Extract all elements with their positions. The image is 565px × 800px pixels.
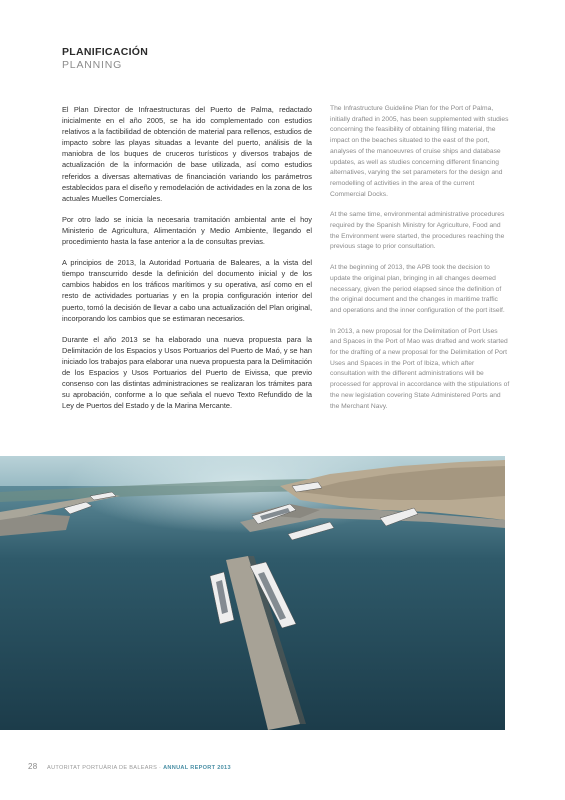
page-footer [28,762,231,771]
footer-organization: AUTORITAT PORTUÀRIA DE BALEARS [47,765,158,771]
page-number: 28 [28,762,38,771]
en-paragraph: The Infrastructure Guideline Plan for the Port of Palma, initially drafted in 2005, has been supplemented with studies concerning the feasibility of obtaining filling material, the impact on the beaches situated to the east of the port, analyses of the manoeuvres of cruise ships and database updates, as well as studies concerning different financing alternatives, varying the set parameters for the design and remodelling of activities in the area of the current Commercial Docks. [330,105,509,198]
es-paragraph: El Plan Director de Infraestructuras del Puerto de Palma, redactado inicialmente en el año 2005, se ha ido complementado con estudios relativos a la factibilidad de obtención de material para rellenos, estudios de impacto sobre las playas situadas a levante del puerto, análisis de la maniobra de los buques de cruceros turísticos y diversos trabajos de actualización de la información de base utilizada, así como estudios referidos a diversas alternativas de financiación variando los parámetros establecidos para el diseño y remodelación de actividades en la zona de los actuales Muelles Comerciales. [62,105,312,203]
section-title-en: PLANNING [62,59,123,71]
english-text-column [330,104,510,422]
footer-report-title: ANNUAL REPORT 2013 [163,765,231,771]
es-paragraph: A principios de 2013, la Autoridad Portuaria de Baleares, a la vista del tiempo transcurrido desde la definición del documento inicial y de los cambios habidos en los tráficos marítimos y su operativa, así como en el resto de actividades portuarias y en la propia configuración interior del puerto, tomó la decisión de llevar a cabo una actualización del Plan original, incorporando los cambios que se estimaran necesarios. [62,258,312,323]
es-paragraph: Por otro lado se inicia la necesaria tramitación ambiental ante el hoy Ministerio de Agricultura, Alimentación y Medio Ambiente, llegando el procedimiento hasta la fase anterior a la de consultas previas. [62,214,312,247]
spanish-text-column [62,104,312,421]
port-aerial-illustration [0,456,505,730]
en-paragraph: In 2013, a new proposal for the Delimitation of Port Uses and Spaces in the Port of Mao was drafted and work started for the drafting of a new proposal for the Delimitation of Port Uses and Spaces in the Port of Ibiza, which after consultation with the different administrations will be processed for approval in accordance with the stipulations of the new legislation covering State Administered Ports and the Merchant Navy. [330,327,510,410]
port-aerial-photo [0,456,505,730]
section-title-es: PLANIFICACIÓN [62,46,149,58]
section-heading [62,46,148,71]
en-paragraph: At the same time, environmental administrative procedures required by the Spanish Ministry for Agriculture, Food and the Environment were started, the procedures reaching the previous stage to prior consultation. [330,211,505,251]
footer-separator: · [159,765,162,771]
en-paragraph: At the beginning of 2013, the APB took the decision to update the original plan, bringing in all changes deemed necessary, given the period elapsed since the definition of the original document and the changes in maritime traffic and operations and the inner configuration of the port itself. [330,264,505,314]
es-paragraph: Durante el año 2013 se ha elaborado una nueva propuesta para la Delimitación de los Espacios y Usos Portuarios del Puerto de Maó, y se han iniciado los trabajos para elaborar una nueva propuesta para la Delimitación de los Espacios y Usos Portuarios del Puerto de Eivissa, que previo consenso con las distintas administraciones se realizaran los trámites para su aprobación, conforme a lo que señala el nuevo Texto Refundido de la Ley de Puertos del Estado y de la Marina Mercante. [62,334,312,411]
